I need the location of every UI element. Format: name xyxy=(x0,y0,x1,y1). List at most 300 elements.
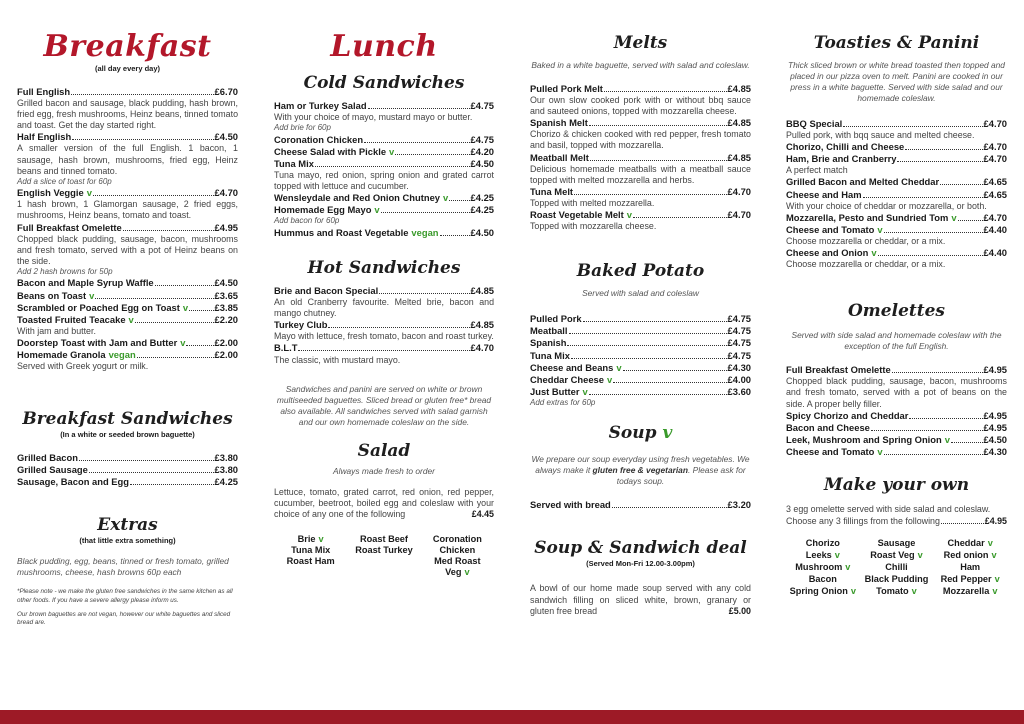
menu-item xyxy=(786,247,1007,259)
item-name: Homemade Egg Mayo xyxy=(274,204,372,216)
salad-option-col xyxy=(421,534,494,578)
item-name: Full Breakfast Omelette xyxy=(786,364,891,376)
leader-dots xyxy=(395,147,469,155)
item-name: Grilled Sausage xyxy=(17,464,88,476)
veg-marker: v xyxy=(871,247,877,259)
item-price: £4.75 xyxy=(470,133,494,145)
filling-item xyxy=(860,561,934,573)
menu-item xyxy=(530,386,751,398)
menu-item xyxy=(786,153,1007,165)
filling-text: Bacon xyxy=(808,574,837,585)
breakfast-list xyxy=(17,86,238,372)
item-price: £4.85 xyxy=(727,117,751,129)
cold-sandwiches-title: Cold Sandwiches xyxy=(303,73,465,93)
filling-text: Cheddar xyxy=(947,538,985,549)
salad-option-text: Med Roast xyxy=(434,555,481,566)
soup-item: Served with bread £3.20 xyxy=(530,499,751,511)
leader-dots xyxy=(633,210,727,218)
toasties-intro: Thick sliced brown or white bread toasted then topped and placed in our pizza oven to melt. Panini are cooked in our press in a white baguette. Served with side salad and our homemade coleslaw. xyxy=(788,60,1005,103)
item-desc: Topped with mozzarella cheese. xyxy=(530,221,657,232)
salad-desc: Lettuce, tomato, grated carrot, red onion, red pepper, cucumber, beetroot, boiled egg and coleslaw with your choice of any one of the following £4.45 xyxy=(274,486,494,519)
menu-item xyxy=(274,158,494,170)
leader-dots xyxy=(909,411,982,419)
leader-dots xyxy=(155,278,214,286)
omelettes-title: Omelettes xyxy=(848,301,945,322)
item-desc: Choose mozzarella or cheddar, or a mix. xyxy=(786,235,946,246)
baked-potato-list xyxy=(530,313,751,398)
leader-dots xyxy=(589,387,727,395)
leader-dots xyxy=(951,435,983,443)
salad-option-text: Chicken xyxy=(439,544,476,555)
leader-dots xyxy=(590,153,727,161)
menu-item xyxy=(530,83,751,95)
item-price: £4.30 xyxy=(983,445,1007,457)
leader-dots xyxy=(613,375,726,383)
item-name: Bacon and Maple Syrup Waffle xyxy=(17,277,154,289)
item-price: £4.70 xyxy=(983,211,1007,223)
salad-option-text: Veg xyxy=(445,566,462,577)
breakfast-title: Breakfast xyxy=(43,29,212,64)
salad-option-text: Roast Turkey xyxy=(355,544,413,555)
leader-dots xyxy=(574,187,726,195)
leader-dots xyxy=(843,119,982,127)
item-addon: Add brie for 60p xyxy=(274,123,331,133)
filling-item xyxy=(933,573,1007,585)
salad-options xyxy=(274,534,494,578)
leader-dots xyxy=(189,303,213,311)
salad-option xyxy=(421,545,494,556)
salad-option-text: Tuna Mix xyxy=(291,544,331,555)
veg-marker: v xyxy=(606,373,613,385)
menu-item xyxy=(17,337,238,349)
veg-marker: v xyxy=(182,301,189,313)
item-desc: 1 hash brown, 1 Glamorgan sausage, 2 fried eggs, mushrooms, Heinz beans, tomato and toast. xyxy=(17,199,238,221)
menu-item xyxy=(530,152,751,164)
leader-dots xyxy=(298,343,469,351)
item-price: £2.20 xyxy=(214,313,238,325)
item-name: Homemade Granola xyxy=(17,348,106,360)
item-price: £4.85 xyxy=(727,151,751,163)
filling-text: Mushroom xyxy=(795,562,843,573)
baked-potato-add: Add extras for 60p xyxy=(530,397,596,407)
item-name: Coronation Chicken xyxy=(274,133,364,145)
filling-text: Chorizo xyxy=(805,538,840,549)
menu-item xyxy=(17,302,238,314)
item-price: £4.70 xyxy=(983,153,1007,165)
extras-text: Black pudding, egg, beans, tinned or fresh tomato, grilled mushrooms, cheese, hash browns 60p each xyxy=(17,556,229,578)
item-name: Ham or Turkey Salad xyxy=(274,100,367,111)
item-name: BBQ Special xyxy=(786,118,843,129)
leader-dots xyxy=(449,193,469,201)
item-name: Wensleydale and Red Onion Chutney xyxy=(274,192,440,204)
menu-item xyxy=(786,176,1007,188)
item-desc: The classic, with mustard mayo. xyxy=(274,354,401,365)
salad-option xyxy=(347,534,420,545)
item-price: £4.75 xyxy=(470,100,494,111)
filling-text: Spring Onion xyxy=(789,586,848,597)
item-desc: An old Cranberry favourite. Melted brie, bacon and mango chutney. xyxy=(274,297,494,319)
menu-item xyxy=(786,410,1007,422)
item-name: Spicy Chorizo and Cheddar xyxy=(786,409,909,421)
item-price: £6.70 xyxy=(214,86,238,97)
item-name: Sausage, Bacon and Egg xyxy=(17,476,130,488)
item-price: £4.70 xyxy=(983,141,1007,153)
item-name: Tuna Melt xyxy=(530,185,574,197)
leader-dots xyxy=(130,477,214,485)
menu-item xyxy=(17,464,238,476)
menu-item xyxy=(786,141,1007,153)
item-name: Pulled Pork Melt xyxy=(530,83,603,94)
leader-dots xyxy=(604,84,727,92)
filling-text: Chilli xyxy=(885,562,908,573)
leader-dots xyxy=(328,320,469,328)
leader-dots xyxy=(381,205,470,213)
item-price: £4.50 xyxy=(214,277,238,289)
menu-item xyxy=(530,337,751,349)
sandwich-note: Sandwiches and panini are served on white or brown multiseeded baguettes. Sliced bread or gluten free* bread also available. All sandwiches served with salad garnish and our own homemade coleslaw on the side. xyxy=(276,383,492,427)
item-name: Cheese and Ham xyxy=(786,188,862,200)
leader-dots xyxy=(123,223,214,231)
menu-item xyxy=(530,186,751,198)
leader-dots xyxy=(93,188,214,196)
item-price: £4.50 xyxy=(470,226,494,238)
item-price: £4.30 xyxy=(727,361,751,373)
salad-option-col xyxy=(347,534,420,578)
leader-dots xyxy=(89,465,214,473)
item-price: £4.65 xyxy=(983,188,1007,200)
item-desc: Grilled bacon and sausage, black pudding, hash brown, fried egg, fresh mushrooms, Heinz beans, tinned tomato and toast. Get the day started right. xyxy=(17,98,239,131)
item-name: Cheese and Tomato xyxy=(786,445,875,457)
veg-marker: v xyxy=(951,211,957,223)
item-price: £4.85 xyxy=(470,284,494,296)
item-desc: Our own slow cooked pork with or without bbq sauce and sauteed onions, topped with mozzarella cheese. xyxy=(530,95,751,117)
filling-text: Mozzarella xyxy=(942,586,990,597)
salad-option-col xyxy=(274,534,347,578)
leader-dots xyxy=(440,228,470,236)
soup-deal-title: Soup & Sandwich deal xyxy=(534,538,747,559)
column-toasties xyxy=(786,0,1007,597)
salad-option-text: Brie xyxy=(297,533,316,544)
item-name: Grilled Bacon and Melted Cheddar xyxy=(786,176,940,188)
item-name: Cheese Salad with Pickle xyxy=(274,145,387,157)
item-desc: With your choice of mayo, mustard mayo or butter. xyxy=(274,112,473,123)
menu-item xyxy=(530,362,751,374)
item-desc: Chopped black pudding, sausage, bacon, mushrooms and fresh tomato, served with a pot of beans on the side. A proper belly filler. xyxy=(786,376,1007,409)
item-price: £4.75 xyxy=(727,313,751,325)
item-price: £4.65 xyxy=(983,176,1007,188)
soup-intro: We prepare our soup everyday using fresh vegetables. We always make it gluten free & vegetarian. Please ask for todays soup. xyxy=(531,454,750,487)
item-name: Meatball xyxy=(530,325,568,337)
menu-item xyxy=(530,350,751,362)
make-own-desc: 3 egg omelette served with side salad and coleslaw. xyxy=(786,503,991,514)
leader-dots xyxy=(79,453,214,461)
item-price: £4.25 xyxy=(470,204,494,216)
filling-item xyxy=(786,585,860,597)
salad-option xyxy=(274,534,347,545)
item-price: £4.50 xyxy=(214,131,238,143)
filling-text: Roast Veg xyxy=(870,550,915,561)
breakfast-sandwiches-title: Breakfast Sandwiches xyxy=(22,409,233,430)
item-name: English Veggie xyxy=(17,187,84,199)
menu-item xyxy=(274,285,494,297)
hot-sandwiches-title: Hot Sandwiches xyxy=(307,257,461,278)
menu-item xyxy=(786,224,1007,236)
menu-item xyxy=(786,446,1007,458)
soup-deal-subtitle: (Served Mon-Fri 12.00-3.00pm) xyxy=(586,559,695,569)
item-addon: Add 2 hash browns for 50p xyxy=(17,266,113,276)
item-name: Turkey Club xyxy=(274,319,328,331)
item-name: Hummus and Roast Vegetable xyxy=(274,226,409,238)
vegan-note: Our brown baguettes are not vegan, however our white baguettes and sliced bread are. xyxy=(17,610,231,627)
veg-marker: v xyxy=(877,445,883,457)
allergy-note: *Please note - we make the gluten free sandwiches in the same kitchen as all other foods. If you have a severe allergy please inform us. xyxy=(17,588,233,604)
item-price: £4.50 xyxy=(470,157,494,169)
veg-marker: v xyxy=(180,336,186,348)
filling-item xyxy=(933,549,1007,561)
filling-text: Sausage xyxy=(877,538,916,549)
menu-item xyxy=(786,434,1007,446)
column-melts xyxy=(530,0,751,617)
menu-item xyxy=(274,134,494,146)
leader-dots xyxy=(379,286,469,294)
leader-dots xyxy=(569,326,727,334)
salad-option xyxy=(274,545,347,556)
menu-item xyxy=(17,222,238,234)
salad-option xyxy=(274,556,347,567)
item-name: Beans on Toast xyxy=(17,289,87,301)
item-name: Cheese and Beans xyxy=(530,361,614,373)
menu-item xyxy=(530,313,751,325)
salad-option-text: Roast Ham xyxy=(286,555,335,566)
leader-dots xyxy=(186,338,213,346)
menu-item xyxy=(17,314,238,326)
item-price: £4.70 xyxy=(470,342,494,354)
item-name: Leek, Mushroom and Spring Onion xyxy=(786,433,942,445)
item-name: Toasted Fruited Teacake xyxy=(17,313,126,325)
leader-dots xyxy=(368,101,470,109)
leader-dots xyxy=(871,423,983,431)
menu-item xyxy=(786,422,1007,434)
menu-item xyxy=(274,100,494,112)
toasties-list xyxy=(786,118,1007,270)
filling-text: Leeks xyxy=(805,550,832,561)
item-price: £3.60 xyxy=(727,385,751,397)
veg-marker: v xyxy=(877,223,883,235)
veg-marker: v xyxy=(626,209,632,221)
item-name: Tuna Mix xyxy=(530,349,570,361)
veg-marker: v xyxy=(389,145,395,157)
item-price: £2.00 xyxy=(214,336,238,348)
item-price: £4.20 xyxy=(470,145,494,157)
menu-item xyxy=(274,342,494,354)
soup-title: Soup v xyxy=(608,423,673,444)
breakfast-sandwiches-subtitle: (In a white or seeded brown baguette) xyxy=(60,430,195,440)
item-price: £4.85 xyxy=(727,83,751,94)
item-price: £4.95 xyxy=(983,364,1007,376)
item-name: Full Breakfast Omelette xyxy=(17,221,122,233)
veg-marker: v xyxy=(616,361,622,373)
leader-dots xyxy=(884,225,983,233)
omelettes-intro: Served with side salad and homemade coleslaw with the exception of the full English. xyxy=(791,330,1002,352)
item-name: Roast Vegetable Melt xyxy=(530,209,624,221)
leader-dots xyxy=(71,87,213,95)
item-price: £4.95 xyxy=(983,421,1007,433)
item-addon: Add a slice of toast for 60p xyxy=(17,176,112,186)
item-name: Doorstep Toast with Jam and Butter xyxy=(17,336,178,348)
filling-text: Black Pudding xyxy=(864,574,929,585)
baked-potato-intro: Served with salad and coleslaw xyxy=(582,288,699,299)
leader-dots xyxy=(892,365,983,373)
item-name: Scrambled or Poached Egg on Toast xyxy=(17,301,180,313)
melts-title: Melts xyxy=(613,33,668,53)
item-name: Half English xyxy=(17,131,72,143)
item-price: £3.80 xyxy=(214,452,238,464)
item-price: £4.75 xyxy=(727,325,751,337)
menu-item xyxy=(17,187,238,199)
veg-marker: v xyxy=(464,566,470,577)
menu-item xyxy=(274,227,494,239)
item-price: £4.95 xyxy=(214,221,238,233)
item-price: £4.40 xyxy=(983,223,1007,235)
item-price: £4.25 xyxy=(214,476,238,488)
item-name: Cheese and Tomato xyxy=(786,223,875,235)
item-price: £4.75 xyxy=(727,349,751,361)
menu-item xyxy=(786,118,1007,130)
extras-subtitle: (that little extra something) xyxy=(79,536,176,546)
item-name: Mozzarella, Pesto and Sundried Tom xyxy=(786,211,949,223)
fillings-grid xyxy=(786,537,1007,597)
item-desc: Topped with melted mozzarella. xyxy=(530,197,655,208)
filling-item xyxy=(933,537,1007,549)
leader-dots xyxy=(940,177,982,185)
menu-item xyxy=(530,209,751,221)
item-price: £4.50 xyxy=(983,433,1007,445)
filling-item xyxy=(860,537,934,549)
leader-dots xyxy=(315,159,470,167)
leader-dots xyxy=(905,142,982,150)
menu-item xyxy=(274,192,494,204)
item-price: £4.40 xyxy=(983,247,1007,259)
hot-sandwiches-list xyxy=(274,285,494,366)
menu-item xyxy=(17,476,238,488)
leader-dots xyxy=(571,351,727,359)
make-own-price-line: Choose any 3 fillings from the following £4.95 xyxy=(786,516,1007,527)
column-breakfast xyxy=(17,0,238,627)
veg-marker: v xyxy=(834,550,840,561)
item-desc: Served with Greek yogurt or milk. xyxy=(17,361,149,372)
filling-item xyxy=(860,573,934,585)
salad-option xyxy=(421,567,494,578)
item-name: Spanish Melt xyxy=(530,117,588,129)
menu-item xyxy=(17,86,238,98)
menu-item xyxy=(530,325,751,337)
leader-dots xyxy=(95,291,213,299)
leader-dots xyxy=(72,132,213,140)
veg-marker: v xyxy=(582,385,588,397)
veg-marker: v xyxy=(911,586,917,597)
item-name: Brie and Bacon Special xyxy=(274,284,379,296)
item-name: Full English xyxy=(17,86,71,97)
item-price: £4.25 xyxy=(470,192,494,204)
item-price: £3.65 xyxy=(214,289,238,301)
item-name: Tuna Mix xyxy=(274,157,314,169)
veg-marker: v xyxy=(850,586,856,597)
filling-item xyxy=(933,585,1007,597)
salad-option xyxy=(421,534,494,545)
menu-item xyxy=(274,146,494,158)
lunch-title: Lunch xyxy=(330,29,438,64)
toasties-title: Toasties & Panini xyxy=(813,33,980,53)
leader-dots xyxy=(567,338,726,346)
menu-item xyxy=(274,319,494,331)
veg-marker: v xyxy=(991,550,997,561)
item-desc: Delicious homemade meatballs with a meatball sauce topped with melted mozzarella and herbs. xyxy=(530,163,751,185)
filling-text: Red Pepper xyxy=(940,574,992,585)
veg-marker: vegan xyxy=(108,348,136,360)
leader-dots xyxy=(364,135,469,143)
item-name: Cheddar Cheese xyxy=(530,373,604,385)
veg-marker: v xyxy=(128,313,134,325)
soup-deal-desc: A bowl of our home made soup served with any cold sandwich filling on sliced white, brown, granary or gluten free bread £5.00 xyxy=(530,583,751,616)
leader-dots xyxy=(897,154,982,162)
menu-item xyxy=(17,277,238,289)
veg-marker: v xyxy=(318,533,324,544)
menu-item xyxy=(786,212,1007,224)
leader-dots xyxy=(583,314,727,322)
salad-title: Salad xyxy=(357,440,411,461)
item-price: £4.70 xyxy=(727,185,751,197)
veg-marker: v xyxy=(944,433,950,445)
leader-dots xyxy=(135,315,214,323)
leader-dots xyxy=(623,363,727,371)
menu-item xyxy=(17,131,238,143)
veg-marker: v xyxy=(992,586,998,597)
item-price: £2.00 xyxy=(214,348,238,360)
leader-dots xyxy=(137,350,214,358)
soup-deal-price: £5.00 xyxy=(728,605,751,616)
leader-dots xyxy=(878,248,983,256)
filling-text: Tomato xyxy=(876,586,909,597)
item-desc: A perfect match xyxy=(786,165,848,176)
menu-item xyxy=(786,189,1007,201)
item-name: Pulled Pork xyxy=(530,313,582,325)
item-name: Just Butter xyxy=(530,385,580,397)
menu-item xyxy=(530,117,751,129)
omelettes-list xyxy=(786,364,1007,458)
item-desc: Chopped black pudding, sausage, bacon, mushrooms and fresh tomato, served with a pot of Heinz beans on the side. xyxy=(17,233,238,266)
item-name: Ham, Brie and Cranberry xyxy=(786,153,897,165)
menu-item xyxy=(786,364,1007,376)
menu-item xyxy=(530,374,751,386)
footer-bar xyxy=(0,710,1024,724)
menu-item xyxy=(17,349,238,361)
item-name: Chorizo, Chilli and Cheese xyxy=(786,141,905,153)
veg-marker: v xyxy=(86,187,92,199)
leader-dots xyxy=(589,118,727,126)
make-own-title: Make your own xyxy=(823,474,970,495)
item-price: £4.70 xyxy=(214,187,238,199)
cold-sandwiches-list xyxy=(274,100,494,239)
item-name: Meatball Melt xyxy=(530,151,589,163)
salad-option xyxy=(347,545,420,556)
salad-option xyxy=(421,556,494,567)
melts-intro: Baked in a white baguette, served with salad and coleslaw. xyxy=(531,60,750,70)
veg-marker: v xyxy=(374,204,380,216)
item-desc: Pulled pork, with bqq sauce and melted cheese. xyxy=(786,130,975,141)
salad-intro: Always made fresh to order xyxy=(333,465,435,476)
item-name: Grilled Bacon xyxy=(17,452,78,464)
item-price: £4.85 xyxy=(470,319,494,331)
